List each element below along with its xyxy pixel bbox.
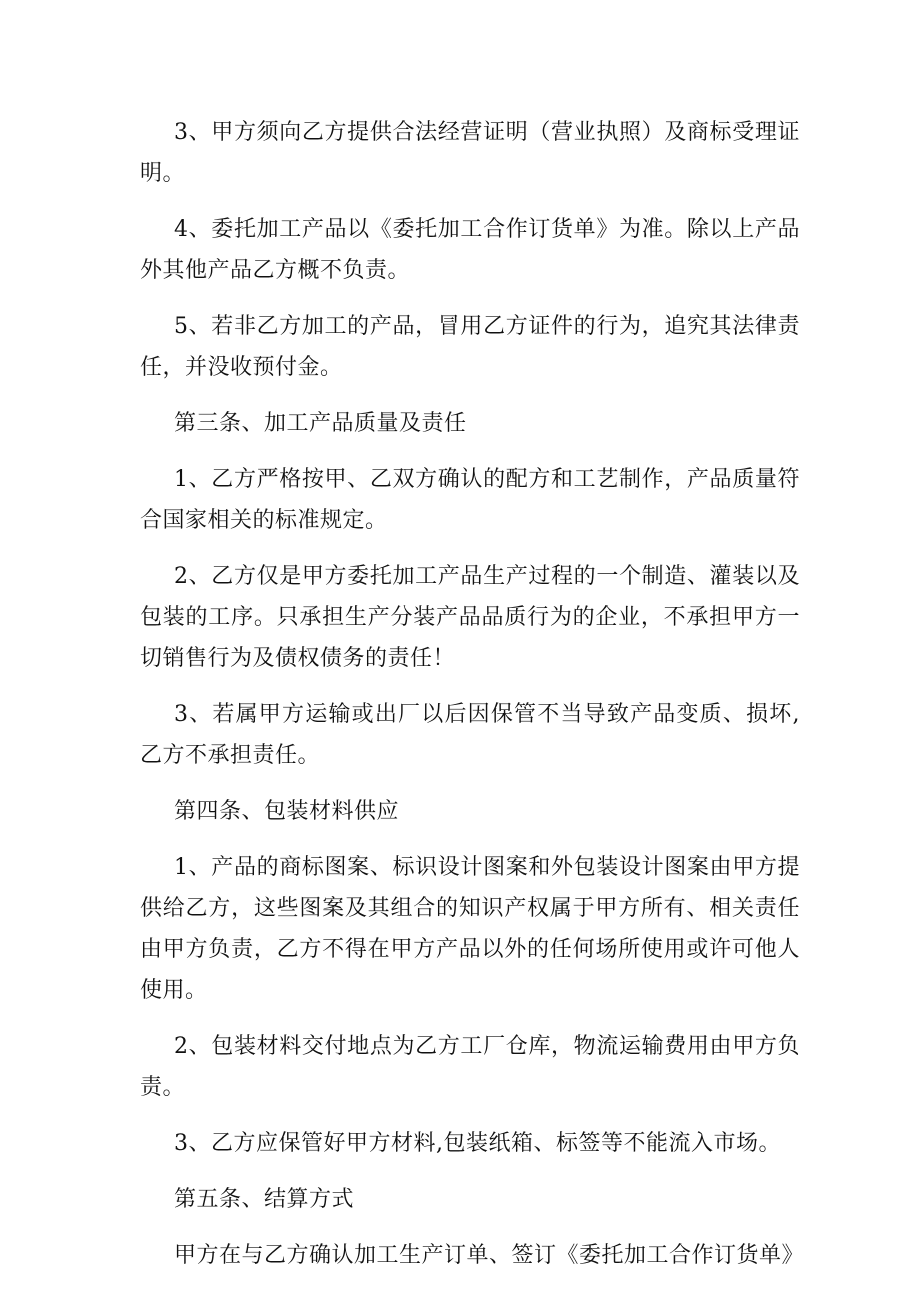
clause-4-order-form: 4、委托加工产品以《委托加工合作订货单》为准。除以上产品外其他产品乙方概不负责。 — [140, 217, 800, 283]
article-5-heading: 第五条、结算方式 — [174, 1187, 355, 1212]
article-3-item-1: 1、乙方严格按甲、乙双方确认的配方和工艺制作，产品质量符合国家相关的标准规定。 — [140, 467, 800, 533]
article-3-item-2: 2、乙方仅是甲方委托加工产品生产过程的一个制造、灌装以及包装的工序。只承担生产分装产品品质行为的企业，不承担甲方一切销售行为及债权债务的责任！ — [140, 564, 800, 671]
document-body — [140, 112, 805, 1291]
article-4-heading: 第四条、包装材料供应 — [174, 799, 400, 824]
clause-3-business-license: 3、甲方须向乙方提供合法经营证明（营业执照）及商标受理证明。 — [140, 120, 800, 186]
clause-5-counterfeit-liability: 5、若非乙方加工的产品，冒用乙方证件的行为，追究其法律责任，并没收预付金。 — [140, 314, 800, 380]
article-4-item-2: 2、包装材料交付地点为乙方工厂仓库，物流运输费用由甲方负责。 — [140, 1034, 800, 1100]
article-5-text: 甲方在与乙方确认加工生产订单、签订《委托加工合作订货单》 — [174, 1243, 805, 1268]
article-3-item-3: 3、若属甲方运输或出厂以后因保管不当导致产品变质、损坏,乙方不承担责任。 — [140, 702, 800, 768]
article-3-heading: 第三条、加工产品质量及责任 — [174, 411, 467, 436]
article-4-item-3: 3、乙方应保管好甲方材料,包装纸箱、标签等不能流入市场。 — [174, 1131, 781, 1156]
article-4-item-1: 1、产品的商标图案、标识设计图案和外包装设计图案由甲方提供给乙方，这些图案及其组合的知识产权属于甲方所有、相关责任由甲方负责，乙方不得在甲方产品以外的任何场所使用或许可他人使用。 — [140, 855, 800, 1003]
